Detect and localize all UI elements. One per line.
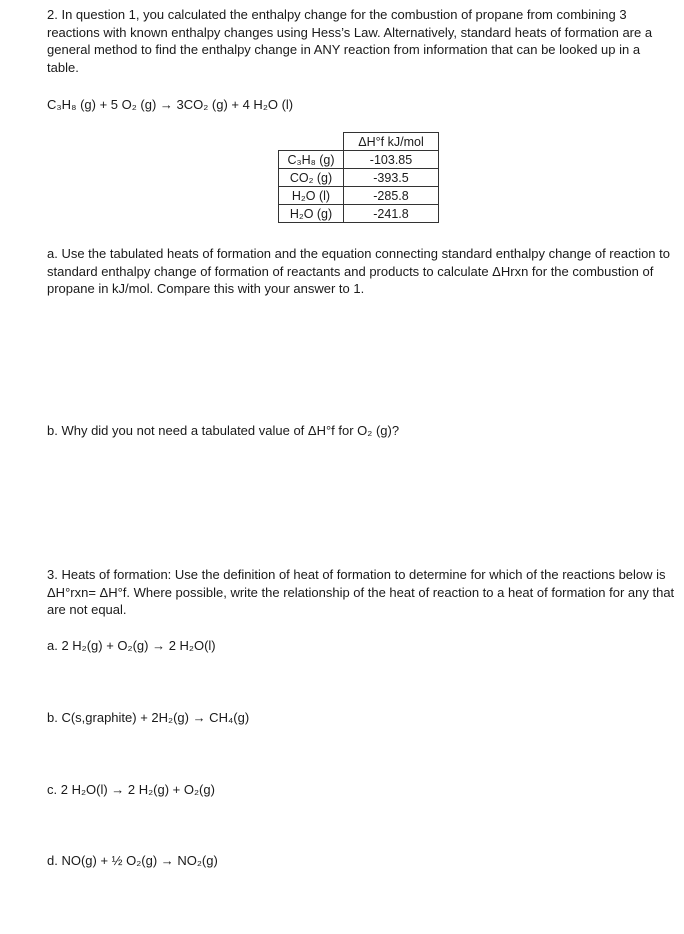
table-row [279, 151, 439, 169]
part-b-text: b. Why did you not need a tabulated value of ΔH°f for O₂ (g)? [47, 423, 400, 438]
value-cell: -103.85 [344, 151, 439, 169]
species-cell: H₂O (l) [279, 187, 344, 205]
question-3-text: 3. Heats of formation: Use the definition of heat of formation to determine for which of the reactions below is ΔH°rxn= ΔH°f. Where possible, write the relationship of the heat of reaction to a heat of formation for any that are not equal. [47, 567, 675, 617]
table-row [279, 169, 439, 187]
table-row [279, 205, 439, 223]
reaction-d: d. NO(g) + ½ O₂(g) → NO₂(g) [47, 853, 218, 868]
reaction-b: b. C(s,graphite) + 2H₂(g) → CH₄(g) [47, 710, 250, 725]
species-cell: H₂O (g) [279, 205, 344, 223]
table-corner-empty [279, 133, 344, 151]
part-a-text: a. Use the tabulated heats of formation and the equation connecting standard enthalpy change of reaction to standard enthalpy change of formation of reactants and products to calculate ΔHrxn for the combustion of propane in kJ/mol. Compare this with your answer to 1. [47, 246, 670, 296]
propane-combustion-equation: C₃H₈ (g) + 5 O₂ (g) → 3CO₂ (g) + 4 H₂O (l) [47, 97, 294, 112]
reaction-a: a. 2 H₂(g) + O₂(g) → 2 H₂O(l) [47, 638, 216, 653]
question-2-text: 2. In question 1, you calculated the enthalpy change for the combustion of propane from combining 3 reactions with known enthalpy changes using Hess’s Law. Alternatively, standard heats of formation are a general method to find the enthalpy change in ANY reaction from information that can be looked up in a table. [47, 7, 653, 75]
reaction-c: c. 2 H₂O(l) → 2 H₂(g) + O₂(g) [47, 782, 215, 797]
value-cell: -241.8 [344, 205, 439, 223]
table-header: ΔH°f kJ/mol [344, 133, 439, 151]
table-row [279, 187, 439, 205]
value-cell: -285.8 [344, 187, 439, 205]
value-cell: -393.5 [344, 169, 439, 187]
heats-of-formation-table [278, 132, 439, 223]
species-cell: C₃H₈ (g) [279, 151, 344, 169]
species-cell: CO₂ (g) [279, 169, 344, 187]
